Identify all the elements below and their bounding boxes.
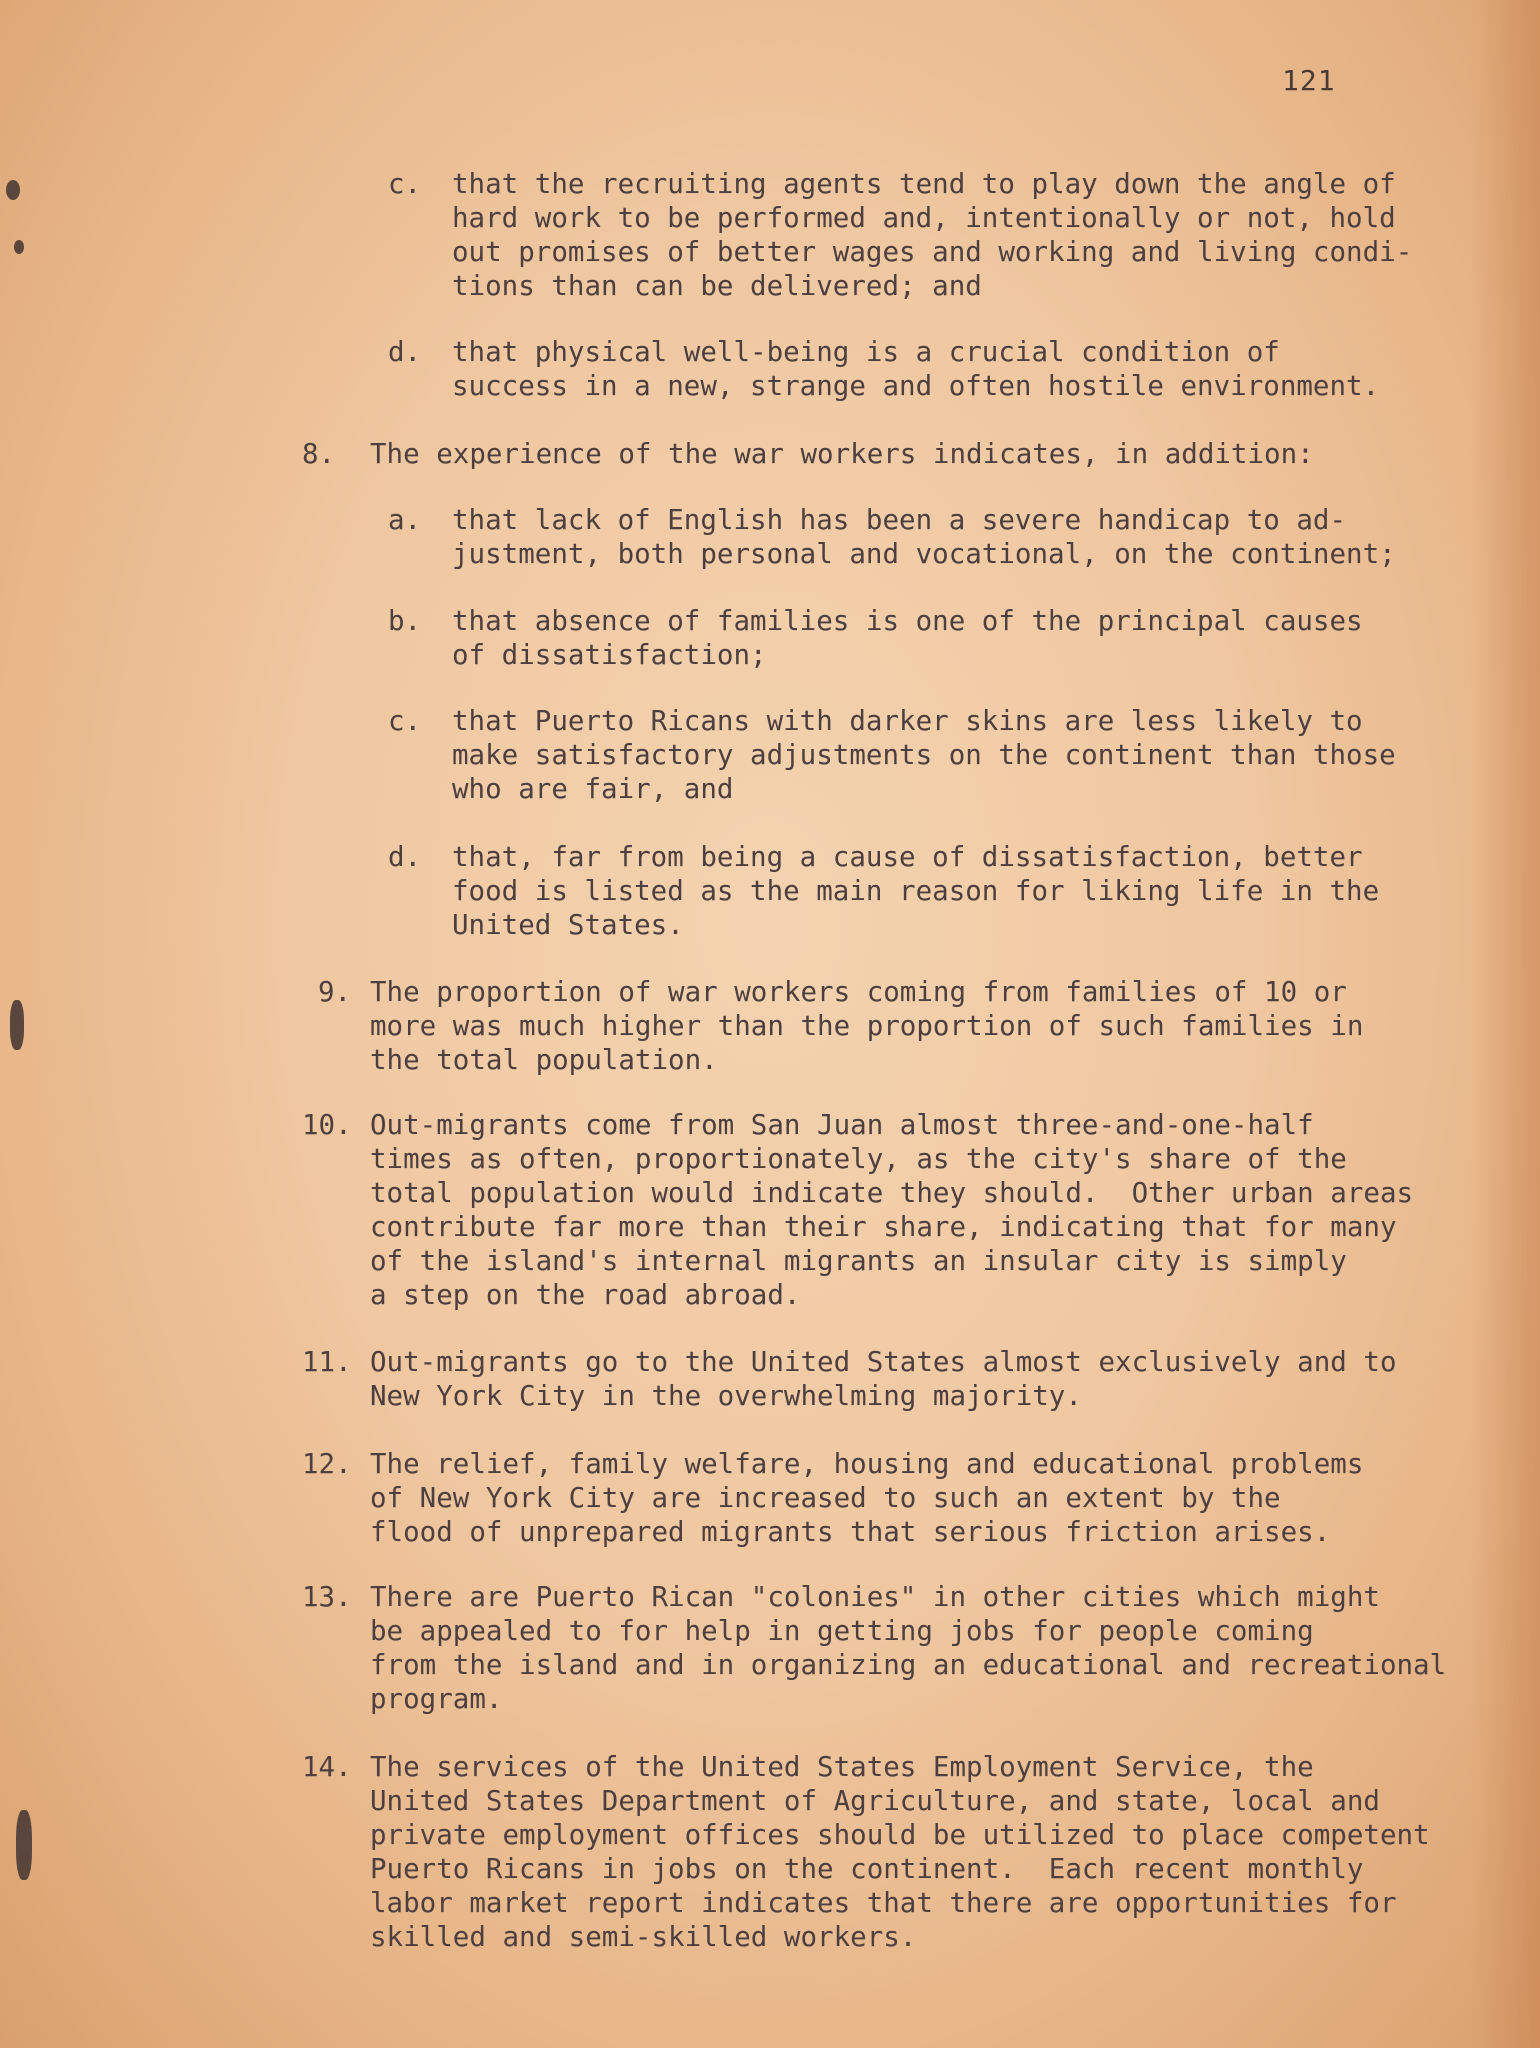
text-line: of New York City are increased to such an extent by the: [370, 1482, 1281, 1514]
text-line: that lack of English has been a severe handicap to ad-: [452, 504, 1347, 536]
binder-hole-mark: [10, 1000, 24, 1050]
item-text: [370, 1750, 1430, 1954]
item-marker: b.: [388, 605, 422, 637]
text-line: that absence of families is one of the principal causes: [452, 605, 1363, 637]
text-line: that physical well-being is a crucial condition of: [452, 336, 1280, 368]
text-line: total population would indicate they should. Other urban areas: [370, 1177, 1414, 1209]
text-line: who are fair, and: [452, 773, 734, 805]
item-text: [370, 975, 1363, 1077]
text-line: private employment offices should be utilized to place competent: [370, 1819, 1430, 1851]
text-line: New York City in the overwhelming majority.: [370, 1380, 1082, 1412]
text-line: United States.: [452, 909, 684, 941]
text-line: from the island and in organizing an educational and recreational: [370, 1649, 1447, 1681]
text-line: Puerto Ricans in jobs on the continent. Each recent monthly: [370, 1853, 1364, 1885]
text-line: the total population.: [370, 1044, 718, 1076]
item-text: [370, 1345, 1397, 1413]
binder-hole-mark: [16, 1810, 32, 1880]
text-line: make satisfactory adjustments on the continent than those: [452, 739, 1396, 771]
item-marker: d.: [388, 841, 422, 873]
text-line: Out-migrants go to the United States almost exclusively and to: [370, 1346, 1397, 1378]
text-line: The proportion of war workers coming from families of 10 or: [370, 976, 1347, 1008]
item-marker: 9.: [318, 976, 352, 1008]
text-line: times as often, proportionately, as the city's share of the: [370, 1143, 1347, 1175]
text-line: that the recruiting agents tend to play down the angle of: [452, 168, 1396, 200]
item-marker: 13.: [302, 1581, 352, 1613]
text-line: United States Department of Agriculture, and state, local and: [370, 1785, 1380, 1817]
binder-hole-mark: [6, 180, 20, 200]
item-marker: 10.: [302, 1109, 352, 1141]
text-line: tions than can be delivered; and: [452, 270, 982, 302]
item-marker: c.: [388, 168, 422, 200]
item-text: [452, 840, 1379, 942]
text-line: a step on the road abroad.: [370, 1279, 801, 1311]
text-line: skilled and semi-skilled workers.: [370, 1921, 917, 1953]
text-line: out promises of better wages and working and living condi-: [452, 236, 1413, 268]
item-marker: a.: [388, 504, 422, 536]
text-line: more was much higher than the proportion of such families in: [370, 1010, 1364, 1042]
text-line: The relief, family welfare, housing and educational problems: [370, 1448, 1364, 1480]
text-line: of dissatisfaction;: [452, 639, 767, 671]
item-marker: 11.: [302, 1346, 352, 1378]
text-line: The experience of the war workers indicates, in addition:: [370, 438, 1314, 470]
item-text: [452, 704, 1396, 806]
item-text: [452, 167, 1412, 303]
item-marker: 12.: [302, 1448, 352, 1480]
text-line: contribute far more than their share, indicating that for many: [370, 1211, 1397, 1243]
text-line: The services of the United States Employment Service, the: [370, 1751, 1314, 1783]
text-line: hard work to be performed and, intentionally or not, hold: [452, 202, 1396, 234]
item-text: [452, 503, 1396, 571]
item-text: [370, 1108, 1413, 1312]
item-text: [452, 335, 1379, 403]
item-text: [370, 1580, 1446, 1716]
text-line: labor market report indicates that there are opportunities for: [370, 1887, 1397, 1919]
item-marker: 8.: [302, 438, 336, 470]
text-line: food is listed as the main reason for liking life in the: [452, 875, 1380, 907]
text-line: that Puerto Ricans with darker skins are less likely to: [452, 705, 1363, 737]
page-number: 121: [1282, 64, 1336, 97]
item-text: [370, 1447, 1363, 1549]
text-line: flood of unprepared migrants that serious friction arises.: [370, 1516, 1331, 1548]
text-line: of the island's internal migrants an insular city is simply: [370, 1245, 1347, 1277]
text-line: that, far from being a cause of dissatisfaction, better: [452, 841, 1363, 873]
text-line: program.: [370, 1683, 503, 1715]
item-text: [452, 604, 1363, 672]
text-line: Out-migrants come from San Juan almost three-and-one-half: [370, 1109, 1314, 1141]
text-line: There are Puerto Rican "colonies" in other cities which might: [370, 1581, 1380, 1613]
binder-hole-mark: [14, 240, 24, 254]
item-marker: d.: [388, 336, 422, 368]
text-line: success in a new, strange and often hostile environment.: [452, 370, 1380, 402]
text-line: justment, both personal and vocational, on the continent;: [452, 538, 1396, 570]
item-text: [370, 437, 1314, 471]
item-marker: c.: [388, 705, 422, 737]
item-marker: 14.: [302, 1751, 352, 1783]
text-line: be appealed to for help in getting jobs for people coming: [370, 1615, 1314, 1647]
